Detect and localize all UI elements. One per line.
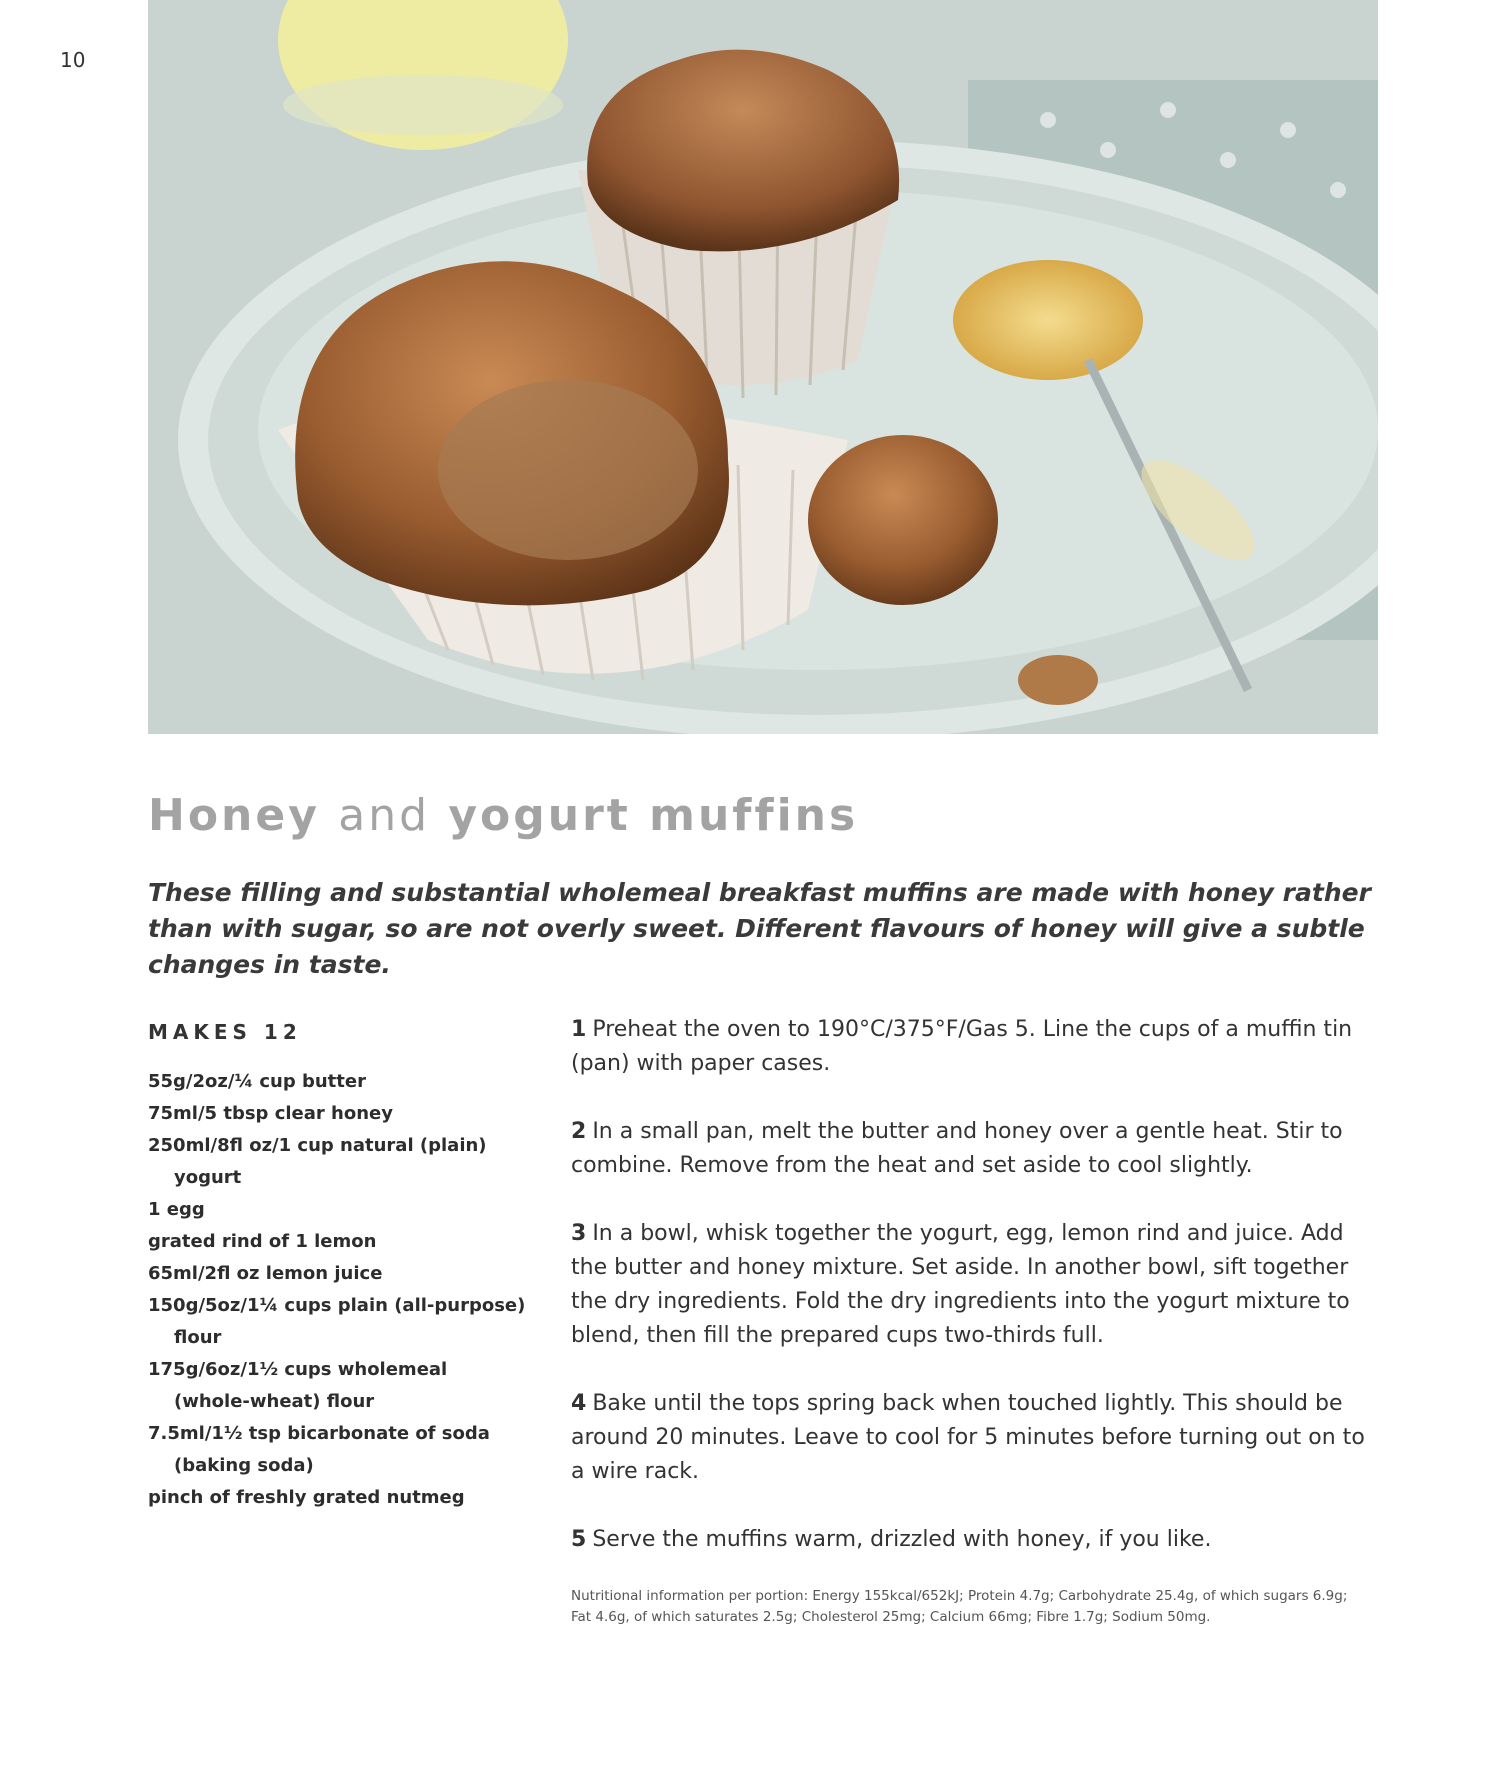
yield-label: MAKES 12 <box>148 1020 302 1044</box>
method-step <box>571 1387 1381 1489</box>
title-word-and: and <box>338 790 431 841</box>
method-step <box>571 1115 1381 1183</box>
step-number: 5 <box>571 1527 587 1552</box>
ingredient-item: 75ml/5 tbsp clear honey <box>148 1103 393 1124</box>
method-steps <box>571 1013 1381 1591</box>
muffins-photo <box>148 0 1378 734</box>
ingredient-item: grated rind of 1 lemon <box>148 1231 377 1252</box>
ingredient-item: 7.5ml/1½ tsp bicarbonate of soda (baking soda) <box>148 1423 490 1476</box>
ingredient-item: 150g/5oz/1¼ cups plain (all-purpose) flour <box>148 1295 526 1348</box>
ingredient-item: 55g/2oz/¼ cup butter <box>148 1071 366 1092</box>
step-text: In a small pan, melt the butter and honey over a gentle heat. Stir to combine. Remove from the heat and set aside to cool slightly. <box>571 1119 1343 1178</box>
step-text: Preheat the oven to 190°C/375°F/Gas 5. Line the cups of a muffin tin (pan) with paper cases. <box>571 1017 1353 1076</box>
method-step <box>571 1523 1381 1557</box>
ingredient-item: pinch of freshly grated nutmeg <box>148 1487 465 1508</box>
page-number: 10 <box>60 48 86 72</box>
step-text: Bake until the tops spring back when touched lightly. This should be around 20 minutes. Leave to cool for 5 minutes before turning out on to a wire rack. <box>571 1391 1365 1484</box>
step-number: 2 <box>571 1119 587 1144</box>
step-text: Serve the muffins warm, drizzled with honey, if you like. <box>592 1527 1212 1552</box>
ingredient-item: 175g/6oz/1½ cups wholemeal (whole-wheat) flour <box>148 1359 448 1412</box>
step-number: 3 <box>571 1221 587 1246</box>
recipe-title <box>148 790 858 841</box>
ingredient-item: 250ml/8fl oz/1 cup natural (plain) yogurt <box>148 1135 487 1188</box>
step-text: In a bowl, whisk together the yogurt, egg, lemon rind and juice. Add the butter and honey mixture. Set aside. In another bowl, sift together the dry ingredients. Fold the dry ingredients into the yogurt mixture to blend, then fill the prepared cups two-thirds full. <box>571 1221 1350 1348</box>
title-word-honey: Honey <box>148 790 320 841</box>
title-words-yogurt-muffins: yogurt muffins <box>448 790 859 841</box>
nutrition-info: Nutritional information per portion: Energy 155kcal/652kJ; Protein 4.7g; Carbohydrate 25.4g, of which sugars 6.9g; Fat 4.6g, of which saturates 2.5g; Cholesterol 25mg; Calcium 66mg; Fibre 1.7g; Sodium 50mg. <box>571 1588 1348 1625</box>
recipe-intro: These filling and substantial wholemeal breakfast muffins are made with honey rather than with sugar, so are not overly sweet. Different flavours of honey will give a subtle changes in taste. <box>148 878 1371 979</box>
ingredient-list <box>148 1066 528 1514</box>
ingredient-item: 1 egg <box>148 1199 205 1220</box>
method-step <box>571 1217 1381 1353</box>
method-step <box>571 1013 1381 1081</box>
step-number: 4 <box>571 1391 587 1416</box>
ingredient-item: 65ml/2fl oz lemon juice <box>148 1263 383 1284</box>
step-number: 1 <box>571 1017 587 1042</box>
